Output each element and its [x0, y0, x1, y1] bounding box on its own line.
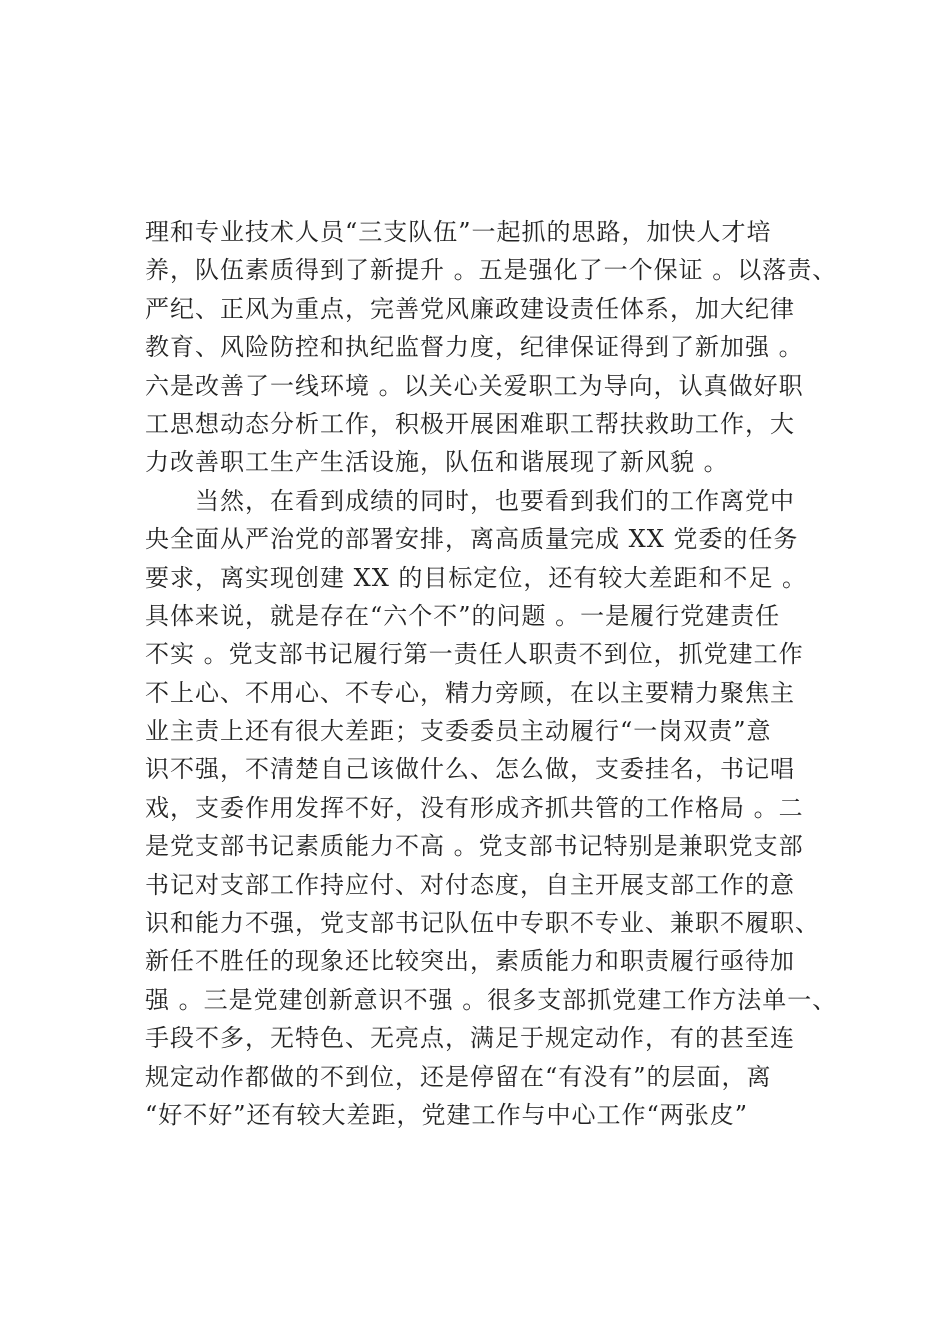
text-line: 具体来说，就是存在“六个不”的问题 。一是履行党建责任	[145, 601, 781, 630]
text-line: 理和专业技术人员“三支队伍”一起抓的思路，加快人才培	[145, 218, 772, 246]
text-line: 养，队伍素质得到了新提升 。五是强化了一个保证 。以落责、	[145, 256, 838, 285]
text-line: 不实 。党支部书记履行第一责任人职责不到位，抓党建工作	[145, 640, 804, 669]
text-line: 央全面从严治党的部署安排，离高质量完成 XX 党委的任务	[145, 525, 799, 554]
text-line: 强 。三是党建创新意识不强 。很多支部抓党建工作方法单一、	[145, 985, 838, 1014]
text-line: 规定动作都做的不到位，还是停留在“有没有”的层面，离	[145, 1062, 772, 1091]
text-line: 识和能力不强，党支部书记队伍中专职不专业、兼职不履职、	[145, 909, 820, 938]
text-line: 六是改善了一线环境 。以关心关爱职工为导向，认真做好职	[145, 371, 804, 400]
body-text	[145, 213, 865, 1134]
text-line: “好不好”还有较大差距，党建工作与中心工作“两张皮”	[145, 1100, 749, 1129]
text-line: 要求，离实现创建 XX 的目标定位，还有较大差距和不足 。	[145, 563, 808, 592]
text-line: 不上心、不用心、不专心，精力旁顾，在以主要精力聚焦主	[145, 678, 795, 707]
paragraph-1	[145, 213, 865, 482]
text-line: 教育、风险防控和执纪监督力度，纪律保证得到了新加强 。	[145, 333, 804, 362]
text-line: 识不强，不清楚自己该做什么、怎么做，支委挂名，书记唱	[145, 755, 795, 784]
text-line: 手段不多，无特色、无亮点，满足于规定动作，有的甚至连	[145, 1024, 795, 1053]
text-line: 业主责上还有很大差距；支委委员主动履行“一岗双责”意	[145, 717, 772, 746]
text-line: 严纪、正风为重点，完善党风廉政建设责任体系，加大纪律	[145, 294, 795, 323]
text-line: 力改善职工生产生活设施，队伍和谐展现了新风貌 。	[145, 448, 729, 477]
text-line: 戏，支委作用发挥不好，没有形成齐抓共管的工作格局 。二	[145, 793, 804, 822]
text-line: 新任不胜任的现象还比较突出，素质能力和职责履行亟待加	[145, 947, 795, 976]
text-line: 当然，在看到成绩的同时，也要看到我们的工作离党中	[195, 486, 795, 515]
text-line: 是党支部书记素质能力不高 。党支部书记特别是兼职党支部	[145, 832, 804, 861]
paragraph-2	[145, 482, 865, 1135]
text-line: 书记对支部工作持应付、对付态度，自主开展支部工作的意	[145, 870, 795, 899]
text-line: 工思想动态分析工作，积极开展困难职工帮扶救助工作，大	[145, 409, 795, 438]
